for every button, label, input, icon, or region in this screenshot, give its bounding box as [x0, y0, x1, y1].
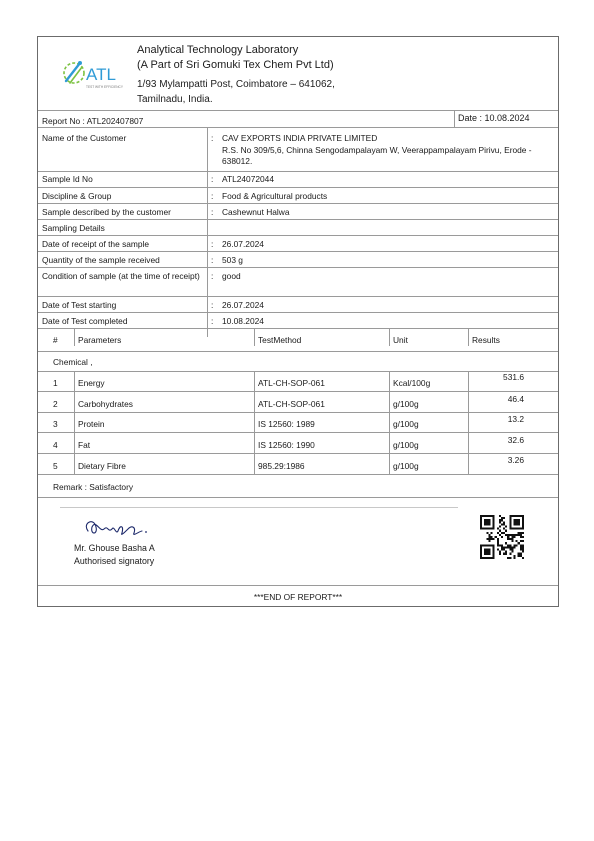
signature-image — [80, 513, 160, 541]
row-result: 46.4 — [507, 394, 524, 404]
detail-label-discipline: Discipline & Group — [42, 191, 112, 201]
row-method: ATL-CH-SOP-061 — [258, 399, 325, 409]
remark: Remark : Satisfactory — [53, 482, 134, 492]
sample-condition: good — [222, 271, 241, 281]
detail-label-sample-id: Sample Id No — [42, 174, 93, 184]
report-number: Report No : ATL202407807 — [42, 116, 144, 126]
sample-description: Cashewnut Halwa — [222, 207, 290, 217]
detail-sep: : — [211, 271, 214, 281]
detail-sep: : — [211, 133, 214, 143]
detail-sep: : — [211, 255, 214, 265]
detail-label-test-start: Date of Test starting — [42, 300, 117, 310]
detail-sep: : — [211, 191, 214, 201]
col-header-number: # — [53, 335, 58, 345]
detail-label-receipt-date: Date of receipt of the sample — [42, 239, 150, 249]
row-unit: g/100g — [393, 461, 419, 471]
lab-parent: (A Part of Sri Gomuki Tex Chem Pvt Ltd) — [137, 59, 334, 71]
row-method: IS 12560: 1989 — [258, 419, 315, 429]
row-unit: g/100g — [393, 419, 419, 429]
svg-text:TEST WITH EFFICIENCY: TEST WITH EFFICIENCY — [86, 85, 123, 89]
row-number: 5 — [53, 461, 58, 471]
col-header-parameters: Parameters — [78, 335, 122, 345]
row-method: 985.29:1986 — [258, 461, 305, 471]
row-number: 4 — [53, 440, 58, 450]
row-parameter: Dietary Fibre — [78, 461, 126, 471]
group-label: Chemical , — [53, 357, 93, 367]
test-start-date: 26.07.2024 — [222, 300, 264, 310]
lab-address-line2: Tamilnadu, India. — [137, 94, 213, 105]
customer-name: CAV EXPORTS INDIA PRIVATE LIMITED — [222, 133, 378, 143]
signatory-role: Authorised signatory — [74, 556, 155, 566]
detail-label-condition: Condition of sample (at the time of receipt) — [42, 271, 200, 281]
svg-text:ATL: ATL — [86, 65, 116, 84]
row-parameter: Protein — [78, 419, 105, 429]
row-parameter: Energy — [78, 378, 105, 388]
row-number: 3 — [53, 419, 58, 429]
report-date: Date : 10.08.2024 — [458, 113, 530, 123]
row-parameter: Fat — [78, 440, 91, 450]
receipt-date: 26.07.2024 — [222, 239, 264, 249]
col-header-results: Results — [472, 335, 500, 345]
col-header-unit: Unit — [393, 335, 408, 345]
detail-sep: : — [211, 207, 214, 217]
sample-id: ATL24072044 — [222, 174, 274, 184]
detail-label-test-completed: Date of Test completed — [42, 316, 128, 326]
detail-sep: : — [211, 316, 214, 326]
detail-label-customer: Name of the Customer — [42, 133, 127, 143]
row-result: 531.6 — [503, 372, 524, 382]
row-result: 3.26 — [507, 455, 524, 465]
row-unit: Kcal/100g — [393, 378, 431, 388]
row-parameter: Carbohydrates — [78, 399, 133, 409]
detail-sep: : — [211, 300, 214, 310]
atl-logo — [60, 55, 132, 95]
row-number: 2 — [53, 399, 58, 409]
detail-label-description: Sample described by the customer — [42, 207, 171, 217]
detail-sep: : — [211, 239, 214, 249]
sample-quantity: 503 g — [222, 255, 243, 265]
lab-address-line1: 1/93 Mylampatti Post, Coimbatore – 641062, — [137, 79, 335, 90]
detail-sep: : — [211, 174, 214, 184]
discipline-group: Food & Agricultural products — [222, 191, 328, 201]
report-sheet — [37, 36, 559, 607]
test-completed-date: 10.08.2024 — [222, 316, 264, 326]
row-number: 1 — [53, 378, 58, 388]
lab-name: Analytical Technology Laboratory — [137, 44, 299, 56]
end-of-report: ***END OF REPORT*** — [253, 592, 343, 602]
customer-address: R.S. No 309/5,6, Chinna Sengodampalayam W, Veerappampalayam Pirivu, Erode - 638012. — [222, 145, 532, 166]
row-unit: g/100g — [393, 440, 419, 450]
sampling-details-heading: Sampling Details — [42, 223, 105, 233]
row-result: 13.2 — [507, 414, 524, 424]
row-method: IS 12560: 1990 — [258, 440, 315, 450]
col-header-testmethod: TestMethod — [258, 335, 302, 345]
signatory-name: Mr. Ghouse Basha A — [74, 543, 155, 553]
row-method: ATL-CH-SOP-061 — [258, 378, 325, 388]
row-unit: g/100g — [393, 399, 419, 409]
detail-label-quantity: Quantity of the sample received — [42, 255, 160, 265]
row-result: 32.6 — [507, 435, 524, 445]
qr-code-icon — [480, 515, 524, 559]
